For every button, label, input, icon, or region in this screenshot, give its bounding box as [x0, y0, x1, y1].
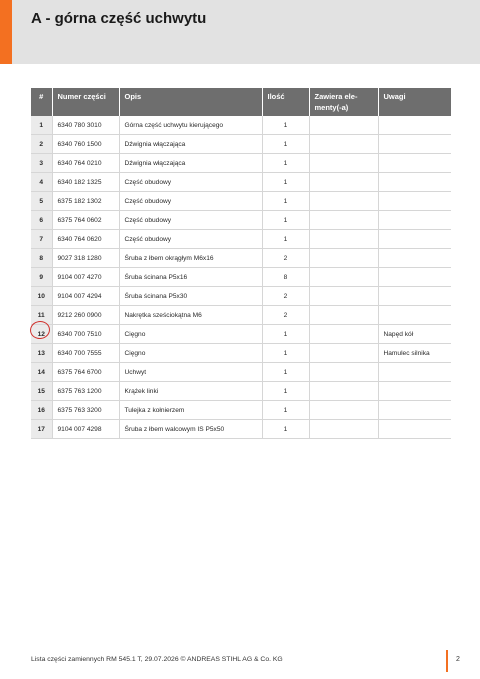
description-cell: Dźwignia włączająca — [119, 135, 262, 154]
description-cell: Tulejka z kołnierzem — [119, 401, 262, 420]
contains-elements-cell — [309, 306, 378, 325]
contains-elements-cell — [309, 401, 378, 420]
part-number-cell: 6375 764 0602 — [52, 211, 119, 230]
row-number-cell: 16 — [31, 401, 52, 420]
quantity-cell: 1 — [262, 154, 309, 173]
row-number-cell: 9 — [31, 268, 52, 287]
part-number-cell: 6340 760 1500 — [52, 135, 119, 154]
part-number-cell: 9212 260 0900 — [52, 306, 119, 325]
part-number-cell: 6340 700 7555 — [52, 344, 119, 363]
contains-elements-cell — [309, 249, 378, 268]
table-row — [31, 192, 451, 211]
table-row — [31, 344, 451, 363]
contains-elements-cell — [309, 382, 378, 401]
part-number-cell: 6375 182 1302 — [52, 192, 119, 211]
notes-cell — [378, 306, 451, 325]
description-cell: Śruba ścinana P5x16 — [119, 268, 262, 287]
part-number-cell: 9104 007 4294 — [52, 287, 119, 306]
notes-cell — [378, 173, 451, 192]
quantity-cell: 1 — [262, 401, 309, 420]
parts-table — [31, 88, 451, 439]
notes-cell — [378, 363, 451, 382]
notes-cell — [378, 154, 451, 173]
quantity-cell: 1 — [262, 325, 309, 344]
description-cell: Część obudowy — [119, 173, 262, 192]
description-cell: Nakrętka sześciokątna M6 — [119, 306, 262, 325]
table-row — [31, 230, 451, 249]
row-number-cell: 10 — [31, 287, 52, 306]
description-cell: Część obudowy — [119, 230, 262, 249]
description-cell: Cięgno — [119, 344, 262, 363]
page-number: 2 — [456, 656, 460, 663]
notes-cell — [378, 287, 451, 306]
contains-elements-cell — [309, 173, 378, 192]
table-row — [31, 325, 451, 344]
contains-elements-cell — [309, 420, 378, 439]
contains-elements-cell — [309, 344, 378, 363]
row-number-cell: 14 — [31, 363, 52, 382]
row-number-cell: 6 — [31, 211, 52, 230]
contains-elements-cell — [309, 363, 378, 382]
row-number-cell: 8 — [31, 249, 52, 268]
row-number-cell: 12 — [31, 325, 52, 344]
row-number-cell: 3 — [31, 154, 52, 173]
part-number-cell: 6375 763 1200 — [52, 382, 119, 401]
quantity-cell: 1 — [262, 363, 309, 382]
table-row — [31, 173, 451, 192]
quantity-cell: 1 — [262, 382, 309, 401]
row-number-cell: 17 — [31, 420, 52, 439]
contains-elements-cell — [309, 116, 378, 135]
contains-elements-cell — [309, 154, 378, 173]
table-row — [31, 363, 451, 382]
table-row — [31, 135, 451, 154]
table-row — [31, 306, 451, 325]
notes-cell: Hamulec silnika — [378, 344, 451, 363]
quantity-cell: 1 — [262, 420, 309, 439]
quantity-cell: 2 — [262, 287, 309, 306]
contains-elements-cell — [309, 192, 378, 211]
table-row — [31, 420, 451, 439]
notes-cell — [378, 268, 451, 287]
quantity-cell: 1 — [262, 344, 309, 363]
footer-text: Lista części zamiennych RM 545.1 T, 29.07.2026 © ANDREAS STIHL AG & Co. KG — [31, 656, 283, 663]
quantity-cell: 8 — [262, 268, 309, 287]
row-number-cell: 5 — [31, 192, 52, 211]
quantity-cell: 1 — [262, 230, 309, 249]
table-row — [31, 116, 451, 135]
footer-accent-bar — [446, 650, 448, 672]
quantity-cell: 2 — [262, 249, 309, 268]
row-number-cell: 7 — [31, 230, 52, 249]
part-number-cell: 6340 700 7510 — [52, 325, 119, 344]
accent-bar — [0, 0, 12, 64]
description-cell: Uchwyt — [119, 363, 262, 382]
notes-cell — [378, 249, 451, 268]
row-number-cell: 1 — [31, 116, 52, 135]
notes-cell — [378, 382, 451, 401]
table-row — [31, 268, 451, 287]
part-number-cell: 6340 764 0620 — [52, 230, 119, 249]
page-header — [0, 0, 480, 64]
page-title: A - górna część uchwytu — [31, 10, 207, 27]
quantity-cell: 2 — [262, 306, 309, 325]
part-number-cell: 9104 007 4270 — [52, 268, 119, 287]
notes-cell — [378, 211, 451, 230]
notes-cell — [378, 230, 451, 249]
contains-elements-cell — [309, 230, 378, 249]
row-number-cell: 4 — [31, 173, 52, 192]
description-cell: Śruba ścinana P5x30 — [119, 287, 262, 306]
table-row — [31, 154, 451, 173]
col-header-notes: Uwagi — [378, 88, 451, 116]
contains-elements-cell — [309, 135, 378, 154]
description-cell: Cięgno — [119, 325, 262, 344]
part-number-cell: 9027 318 1280 — [52, 249, 119, 268]
part-number-cell: 9104 007 4298 — [52, 420, 119, 439]
description-cell: Śruba z łbem walcowym IS P5x50 — [119, 420, 262, 439]
description-cell: Krążek linki — [119, 382, 262, 401]
table-row — [31, 401, 451, 420]
table-row — [31, 211, 451, 230]
contains-elements-cell — [309, 211, 378, 230]
table-row — [31, 287, 451, 306]
notes-cell — [378, 192, 451, 211]
part-number-cell: 6375 763 3200 — [52, 401, 119, 420]
quantity-cell: 1 — [262, 192, 309, 211]
table-row — [31, 249, 451, 268]
row-number-cell: 11 — [31, 306, 52, 325]
col-header-part-number: Numer części — [52, 88, 119, 116]
contains-elements-cell — [309, 268, 378, 287]
description-cell: Górna część uchwytu kierującego — [119, 116, 262, 135]
description-cell: Śruba z łbem okrągłym M6x16 — [119, 249, 262, 268]
part-number-cell: 6340 764 0210 — [52, 154, 119, 173]
col-header-description: Opis — [119, 88, 262, 116]
table-row — [31, 382, 451, 401]
row-number-cell: 2 — [31, 135, 52, 154]
quantity-cell: 1 — [262, 211, 309, 230]
notes-cell — [378, 401, 451, 420]
notes-cell: Napęd kół — [378, 325, 451, 344]
quantity-cell: 1 — [262, 173, 309, 192]
row-number-cell: 15 — [31, 382, 52, 401]
contains-elements-cell — [309, 325, 378, 344]
contains-elements-cell — [309, 287, 378, 306]
table-header-row — [31, 88, 451, 116]
description-cell: Część obudowy — [119, 192, 262, 211]
notes-cell — [378, 420, 451, 439]
description-cell: Część obudowy — [119, 211, 262, 230]
col-header-contains: Zawiera ele-menty(-a) — [309, 88, 378, 116]
col-header-quantity: Ilość — [262, 88, 309, 116]
part-number-cell: 6340 182 1325 — [52, 173, 119, 192]
part-number-cell: 6375 764 6700 — [52, 363, 119, 382]
notes-cell — [378, 116, 451, 135]
table-body — [31, 116, 451, 439]
row-number-cell: 13 — [31, 344, 52, 363]
quantity-cell: 1 — [262, 116, 309, 135]
notes-cell — [378, 135, 451, 154]
quantity-cell: 1 — [262, 135, 309, 154]
description-cell: Dźwignia włączająca — [119, 154, 262, 173]
col-header-number: # — [31, 88, 52, 116]
part-number-cell: 6340 780 3010 — [52, 116, 119, 135]
